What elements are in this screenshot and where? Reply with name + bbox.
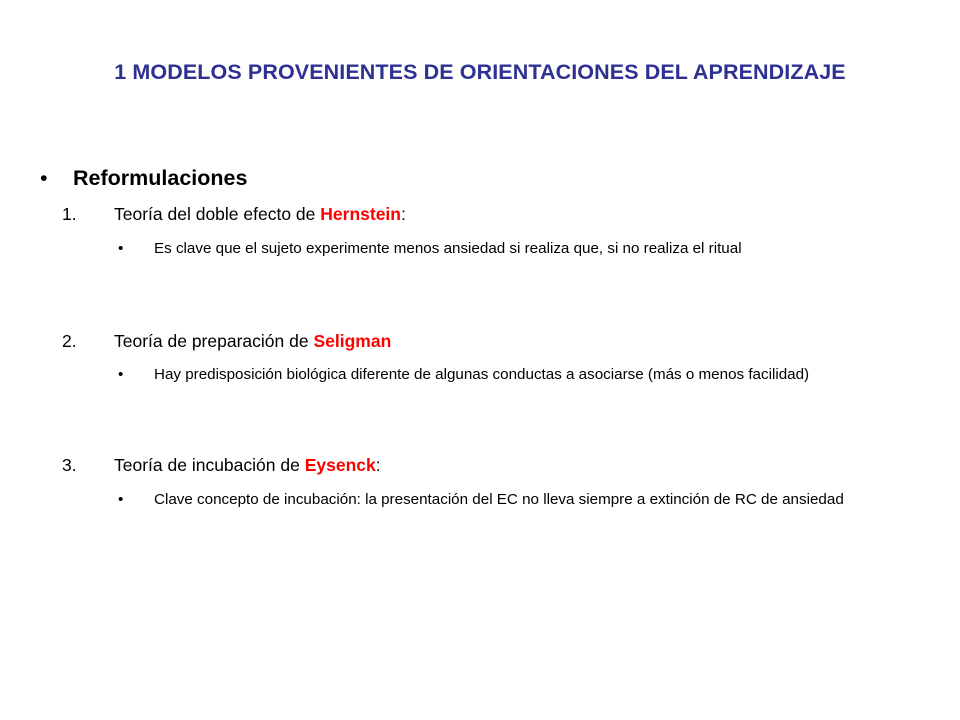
item-author: Hernstein bbox=[320, 204, 401, 224]
bullet-icon: • bbox=[118, 366, 124, 383]
item-prefix: Teoría de incubación de bbox=[114, 455, 305, 475]
item-suffix: : bbox=[375, 455, 381, 475]
item-heading bbox=[114, 455, 381, 476]
bullet-icon: • bbox=[118, 491, 124, 508]
item-author: Seligman bbox=[313, 331, 392, 351]
item-number: 2. bbox=[62, 331, 77, 351]
item-number: 1. bbox=[62, 204, 77, 224]
slide-title: 1 MODELOS PROVENIENTES DE ORIENTACIONES DEL APRENDIZAJE bbox=[114, 60, 846, 84]
item-heading bbox=[114, 204, 406, 225]
item-prefix: Teoría de preparación de bbox=[114, 331, 314, 351]
bullet-icon: • bbox=[40, 166, 48, 190]
sub-bullet-text: Clave concepto de incubación: la presentación del EC no lleva siempre a extinción de RC de ansiedad bbox=[154, 491, 844, 508]
item-number: 3. bbox=[62, 455, 77, 475]
main-bullet-label: Reformulaciones bbox=[73, 166, 248, 190]
item-author: Eysenck bbox=[304, 455, 376, 475]
item-prefix: Teoría del doble efecto de bbox=[114, 204, 321, 224]
sub-bullet-text: Hay predisposición biológica diferente de algunas conductas a asociarse (más o menos facilidad) bbox=[154, 366, 810, 383]
sub-bullet-text: Es clave que el sujeto experimente menos ansiedad si realiza que, si no realiza el ritual bbox=[154, 240, 742, 257]
bullet-icon: • bbox=[118, 240, 124, 257]
item-suffix: : bbox=[400, 204, 406, 224]
item-heading bbox=[114, 331, 391, 352]
